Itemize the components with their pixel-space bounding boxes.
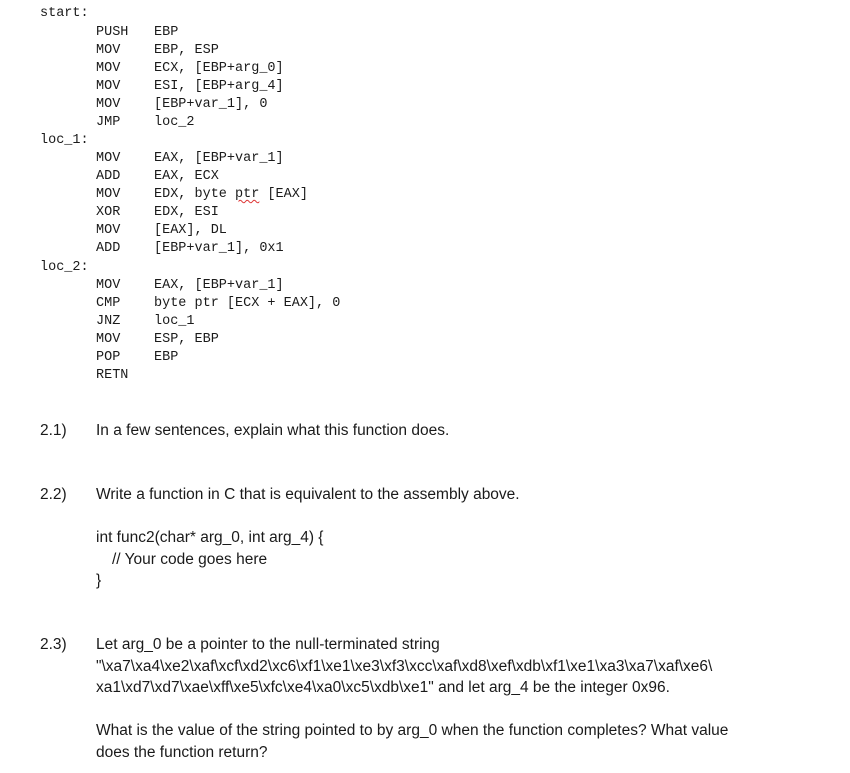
- question-number-2-3: 2.3): [40, 636, 67, 653]
- asm-line: ADD EAX, ECX: [96, 169, 219, 184]
- asm-line: MOV ESI, [EBP+arg_4]: [96, 79, 284, 94]
- asm-line: MOV ECX, [EBP+arg_0]: [96, 61, 284, 76]
- asm-line: MOV ESP, EBP: [96, 332, 219, 347]
- question-2-3-prompt: What is the value of the string pointed to by arg_0 when the function completes? What value does the function return?: [96, 722, 729, 761]
- asm-line: JMP loc_2: [96, 115, 195, 130]
- label-start: start:: [40, 6, 89, 21]
- asm-line: CMP byte ptr [ECX + EAX], 0: [96, 296, 341, 311]
- asm-line: MOV EAX, [EBP+var_1]: [96, 151, 284, 166]
- label-loc-2: loc_2:: [40, 260, 89, 275]
- c-function-stub: [96, 527, 801, 592]
- asm-line: POP EBP: [96, 350, 179, 365]
- asm-line: XOR EDX, ESI: [96, 205, 219, 220]
- asm-line: MOV EDX, byte ptr [EAX]: [96, 187, 308, 202]
- code-line: }: [96, 572, 102, 589]
- asm-line: MOV EAX, [EBP+var_1]: [96, 278, 284, 293]
- asm-line: MOV EBP, ESP: [96, 43, 219, 58]
- question-number-2-1: 2.1): [40, 422, 67, 439]
- asm-line: MOV [EAX], DL: [96, 223, 227, 238]
- asm-line: ADD [EBP+var_1], 0x1: [96, 241, 284, 256]
- encoded-string: "\xa7\xa4\xe2\xaf\xcf\xd2\xc6\xf1\xe1\xe3\xf3\xcc\xaf\xd8\xef\xdb\xf1\xe1\xa3\xa7\xaf\xe6\: [96, 657, 713, 675]
- spellcheck-underline: ptr: [235, 187, 260, 202]
- code-line: int func2(char* arg_0, int arg_4) {: [96, 529, 324, 546]
- asm-line: PUSH EBP: [96, 25, 179, 40]
- label-loc-1: loc_1:: [40, 133, 89, 148]
- question-number-2-2: 2.2): [40, 486, 67, 503]
- question-2-2-text: Write a function in C that is equivalent to the assembly above.: [96, 486, 520, 503]
- question-2-3-text: Let arg_0 be a pointer to the null-terminated string "\xa7\xa4\xe2\xaf\xcf\xd2\xc6\xf1\xe1\xe3\xf3\xcc\xaf\xd8\xef\xdb\xf1\xe1\xa3\xa7\xaf\xe6\ xa1\xd7\xd7\xae\xff\xe5\xfc\xe4\xa0\xc5\xdb\xe1" and let arg_4 be the integer 0x96.: [96, 634, 801, 699]
- asm-line: MOV [EBP+var_1], 0: [96, 97, 268, 112]
- asm-line: JNZ loc_1: [96, 314, 195, 329]
- question-2-1-text: In a few sentences, explain what this function does.: [96, 422, 450, 439]
- code-comment: // Your code goes here: [112, 550, 268, 568]
- asm-line: RETN: [96, 368, 129, 383]
